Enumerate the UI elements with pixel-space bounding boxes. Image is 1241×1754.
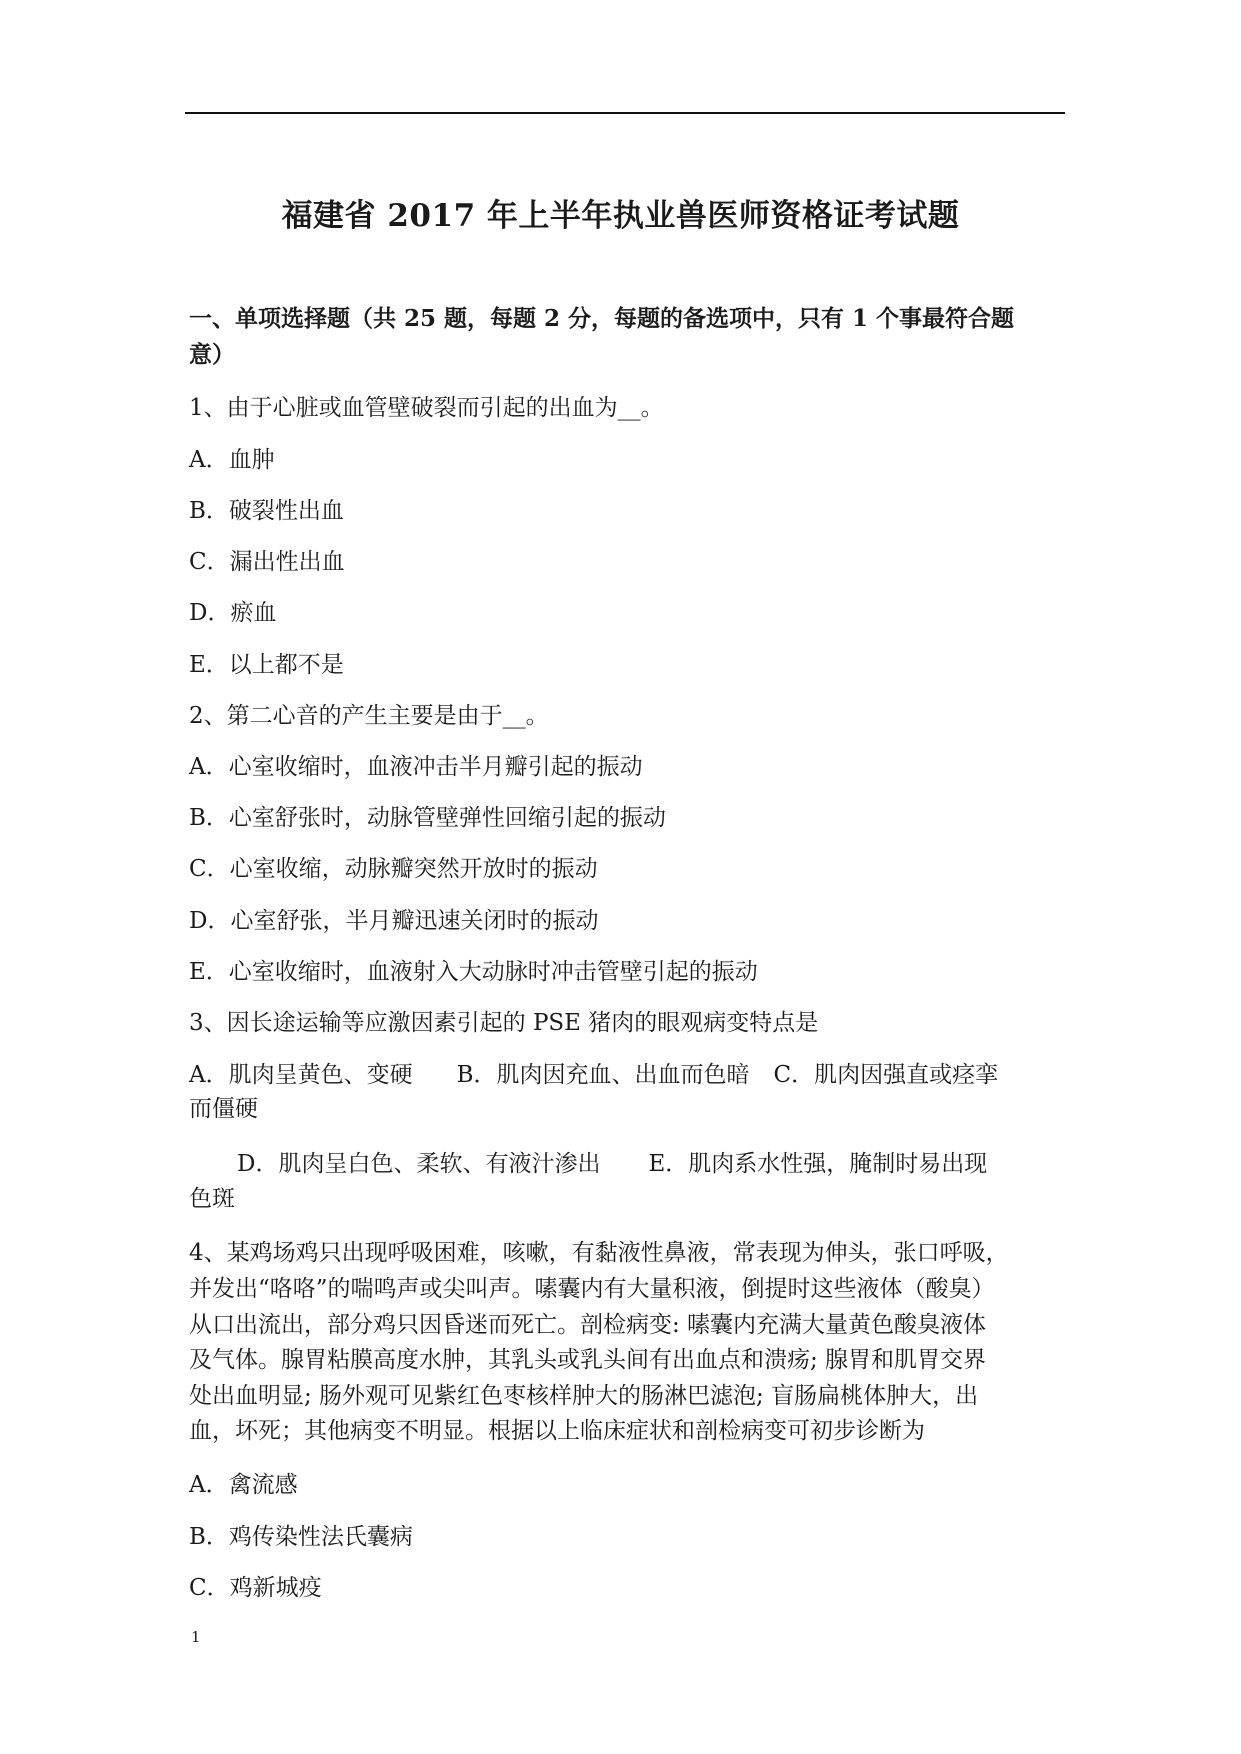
question-3-option-c-continued: 而僵硬 xyxy=(189,1096,258,1122)
document-title: 福建省 2017 年上半年执业兽医师资格证考试题 xyxy=(281,198,960,234)
question-4-stem-line3: 从口出流出，部分鸡只因昏迷而死亡。剖检病变: 嗉囊内充满大量黄色酸臭液体 xyxy=(189,1312,987,1338)
question-2-option-d: D．心室舒张，半月瓣迅速关闭时的振动 xyxy=(189,908,599,934)
question-2-stem: 2、第二心音的产生主要是由于__。 xyxy=(189,703,549,729)
question-1-option-a: A．血肿 xyxy=(189,447,275,473)
header-rule xyxy=(185,112,1065,114)
question-4-stem-line4: 及气体。腺胃粘膜高度水肿，其乳头或乳头间有出血点和溃疡; 腺胃和肌胃交界 xyxy=(189,1347,987,1373)
question-3-option-e-continued: 色斑 xyxy=(189,1186,235,1212)
question-3-option-b: B．肌肉因充血、出血而色暗 xyxy=(456,1062,750,1088)
question-2-option-b: B．心室舒张时，动脉管壁弹性回缩引起的振动 xyxy=(189,805,666,831)
section-heading-line1: 一、单项选择题（共 25 题，每题 2 分，每题的备选项中，只有 1 个事最符合题 xyxy=(189,305,1015,332)
question-3-stem: 3、因长途运输等应激因素引起的 PSE 猪肉的眼观病变特点是 xyxy=(189,1010,819,1036)
question-1-option-d: D．瘀血 xyxy=(189,600,277,626)
question-4-stem-line1: 4、某鸡场鸡只出现呼吸困难，咳嗽，有黏液性鼻液，常表现为伸头，张口呼吸， xyxy=(189,1240,1009,1266)
question-4-stem-line5: 处出血明显; 肠外观可见紫红色枣核样肿大的肠淋巴滤泡; 盲肠扁桃体肿大，出 xyxy=(189,1383,979,1409)
question-1-option-b: B．破裂性出血 xyxy=(189,498,344,524)
question-4-stem-line2: 并发出“咯咯”的喘鸣声或尖叫声。嗉囊内有大量积液，倒提时这些液体（酸臭） xyxy=(189,1276,995,1302)
question-4-option-a: A．禽流感 xyxy=(189,1472,298,1498)
question-1-option-e: E．以上都不是 xyxy=(189,652,344,678)
question-1-stem: 1、由于心脏或血管壁破裂而引起的出血为__。 xyxy=(189,395,664,421)
question-3-option-e: E．肌肉系水性强，腌制时易出现 xyxy=(648,1151,988,1177)
question-3-option-a: A．肌肉呈黄色、变硬 xyxy=(189,1062,413,1088)
question-4-option-c: C．鸡新城疫 xyxy=(189,1575,322,1601)
question-2-option-a: A．心室收缩时，血液冲击半月瓣引起的振动 xyxy=(189,754,643,780)
question-2-option-c: C．心室收缩，动脉瓣突然开放时的振动 xyxy=(189,856,598,882)
question-4-option-b: B．鸡传染性法氏囊病 xyxy=(189,1524,413,1550)
question-3-option-d: D．肌肉呈白色、柔软、有液汁渗出 xyxy=(237,1151,601,1177)
question-3-options-row1 xyxy=(189,1056,998,1089)
question-2-option-e: E．心室收缩时，血液射入大动脉时冲击管壁引起的振动 xyxy=(189,959,758,985)
question-4-stem-line6: 血，坏死；其他病变不明显。根据以上临床症状和剖检病变可初步诊断为 xyxy=(189,1418,925,1444)
page-number: 1 xyxy=(191,1628,201,1646)
question-3-option-c: C．肌肉因强直或痉挛 xyxy=(773,1062,999,1088)
question-1-option-c: C．漏出性出血 xyxy=(189,549,345,575)
section-heading-line2: 意） xyxy=(189,341,235,368)
question-3-options-row2 xyxy=(189,1145,987,1178)
